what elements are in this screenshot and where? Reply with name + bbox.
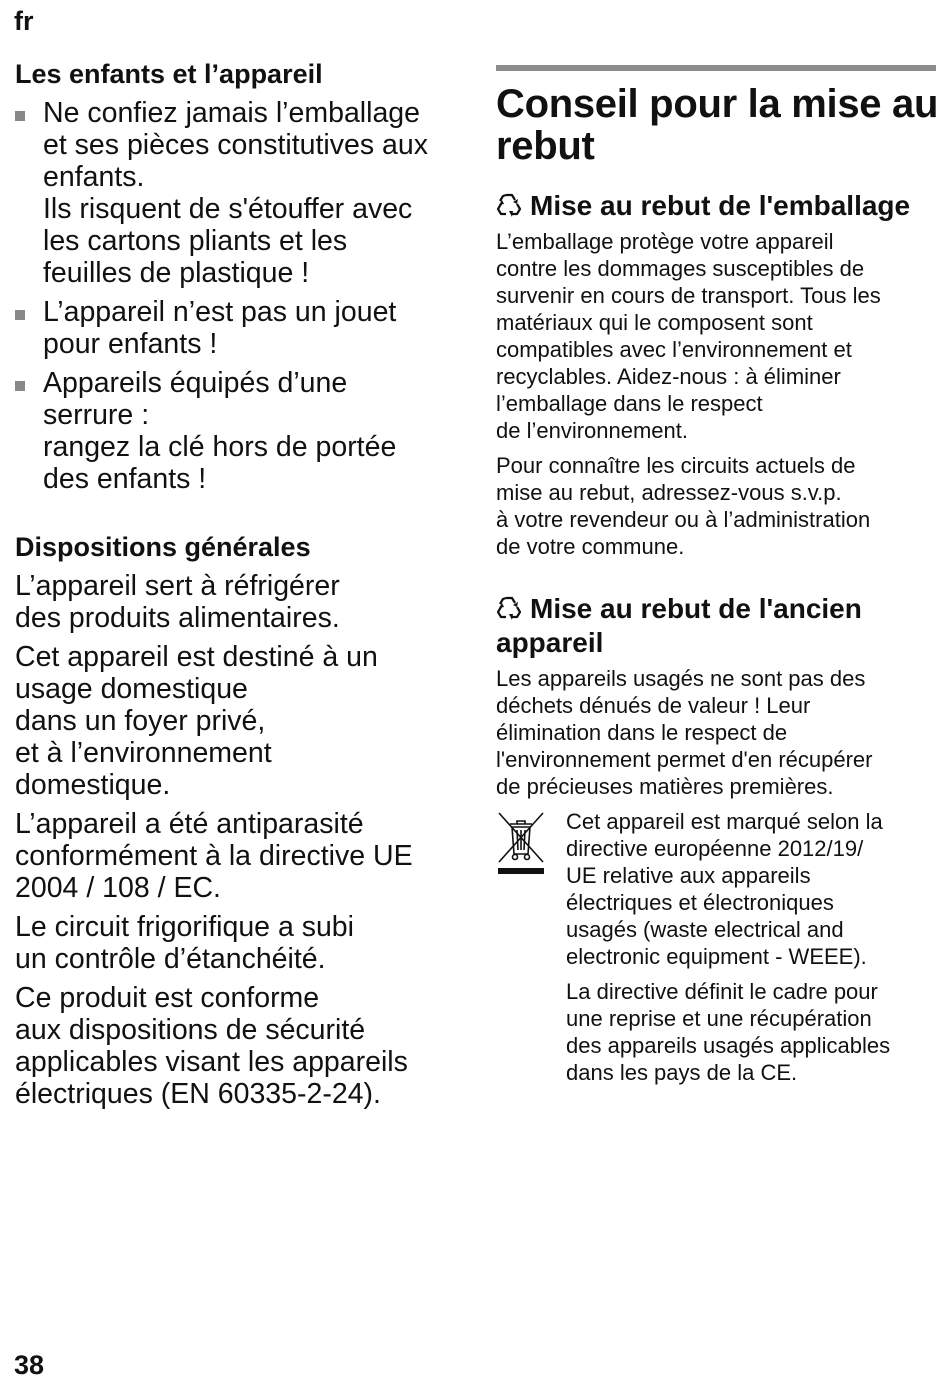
text-line: une reprise et une récupération — [566, 1006, 872, 1031]
text-line: L’appareil n’est pas un jouet — [43, 296, 397, 328]
language-code: fr — [14, 6, 34, 36]
text-line: électriques (EN 60335-2-24). — [15, 1078, 381, 1110]
text-line: recyclables. Aidez-nous : à éliminer — [496, 364, 841, 389]
paragraph — [566, 808, 936, 970]
text-line: de l’environnement. — [496, 418, 689, 443]
text-line: Ils risquent de s'étouffer avec — [43, 193, 413, 225]
section-divider — [496, 65, 936, 71]
paragraph — [15, 911, 455, 975]
left-column — [15, 57, 455, 1117]
page-number: 38 — [14, 1350, 45, 1380]
general-provisions-heading: Dispositions générales — [15, 532, 311, 562]
text-line: Cet appareil est marqué selon la — [566, 809, 883, 834]
paragraph — [496, 665, 936, 800]
text-line: compatibles avec l’environnement et — [496, 337, 852, 362]
text-line: dans un foyer privé, — [15, 705, 266, 737]
text-line: L’emballage protège votre appareil — [496, 229, 834, 254]
weee-notice — [496, 808, 936, 1086]
text-line: L’appareil sert à réfrigérer — [15, 570, 340, 602]
text-line: electronic equipment - WEEE). — [566, 944, 867, 969]
paragraph — [15, 641, 455, 801]
paragraph — [15, 808, 455, 904]
packaging-disposal-heading — [496, 189, 936, 223]
bullet-item — [15, 367, 455, 495]
square-bullet-icon — [15, 310, 25, 320]
heading-text: Mise au rebut de l'ancien — [530, 593, 862, 624]
text-line: contre les dommages susceptibles de — [496, 256, 865, 281]
heading-line — [496, 592, 936, 626]
text-line: pour enfants ! — [43, 328, 218, 360]
text-line: conformément à la directive UE — [15, 840, 413, 872]
text-line: usage domestique — [15, 673, 248, 705]
text-line: directive européenne 2012/19/ — [566, 836, 864, 861]
text-line: dans les pays de la CE. — [566, 1060, 798, 1085]
text-line: les cartons pliants et les — [43, 225, 348, 257]
text-line: 2004 / 108 / EC. — [15, 872, 221, 904]
text-line: des appareils usagés applicables — [566, 1033, 891, 1058]
text-line: L’appareil a été antiparasité — [15, 808, 364, 840]
old-appliance-disposal-heading — [496, 592, 936, 660]
heading-text: Mise au rebut de l'emballage — [530, 190, 911, 221]
text-line: des produits alimentaires. — [15, 602, 340, 634]
text-line: domestique. — [15, 769, 171, 801]
text-line: un contrôle d’étanchéité. — [15, 943, 326, 975]
text-line: survenir en cours de transport. Tous les — [496, 283, 881, 308]
text-line: mise au rebut, adressez-vous s.v.p. — [496, 480, 842, 505]
text-line: et ses pièces constitutives aux — [43, 129, 428, 161]
text-line: Pour connaître les circuits actuels de — [496, 453, 856, 478]
square-bullet-icon — [15, 111, 25, 121]
children-bullet-list — [15, 97, 455, 495]
text-line: de votre commune. — [496, 534, 685, 559]
title-line: Conseil pour la mise au — [496, 82, 939, 126]
paragraph — [496, 228, 936, 444]
bullet-item — [15, 296, 455, 360]
crossed-bin-icon — [496, 810, 546, 876]
text-line: rangez la clé hors de portée — [43, 431, 397, 463]
text-line: serrure : — [43, 399, 150, 431]
recycle-icon — [496, 192, 522, 218]
text-line: Ne confiez jamais l’emballage — [43, 97, 421, 129]
text-line: l’emballage dans le respect — [496, 391, 763, 416]
text-line: Ce produit est conforme — [15, 982, 320, 1014]
right-column — [496, 65, 939, 1094]
text-line: feuilles de plastique ! — [43, 257, 310, 289]
text-line: électriques et électroniques — [566, 890, 834, 915]
text-line: matériaux qui le composent sont — [496, 310, 813, 335]
text-line: enfants. — [43, 161, 145, 193]
text-line: élimination dans le respect de — [496, 720, 788, 745]
text-line: Les appareils usagés ne sont pas des — [496, 666, 866, 691]
text-line: La directive définit le cadre pour — [566, 979, 878, 1004]
recycle-icon — [496, 595, 522, 621]
heading-line: appareil — [496, 627, 604, 658]
square-bullet-icon — [15, 381, 25, 391]
text-line: usagés (waste electrical and — [566, 917, 844, 942]
children-heading: Les enfants et l’appareil — [15, 59, 323, 89]
text-line: de précieuses matières premières. — [496, 774, 834, 799]
text-line: applicables visant les appareils — [15, 1046, 408, 1078]
paragraph — [15, 570, 455, 634]
text-line: aux dispositions de sécurité — [15, 1014, 366, 1046]
paragraph — [566, 978, 936, 1086]
text-line: Le circuit frigorifique a subi — [15, 911, 354, 943]
text-line: UE relative aux appareils — [566, 863, 811, 888]
text-line: des enfants ! — [43, 463, 207, 495]
text-line: Appareils équipés d’une — [43, 367, 348, 399]
paragraph — [15, 982, 455, 1110]
paragraph — [496, 452, 936, 560]
disposal-title — [496, 82, 939, 168]
text-line: l'environnement permet d'en récupérer — [496, 747, 873, 772]
text-line: et à l’environnement — [15, 737, 272, 769]
text-line: déchets dénués de valeur ! Leur — [496, 693, 811, 718]
text-line: Cet appareil est destiné à un — [15, 641, 378, 673]
title-line: rebut — [496, 124, 595, 168]
text-line: à votre revendeur ou à l’administration — [496, 507, 871, 532]
bullet-item — [15, 97, 455, 289]
